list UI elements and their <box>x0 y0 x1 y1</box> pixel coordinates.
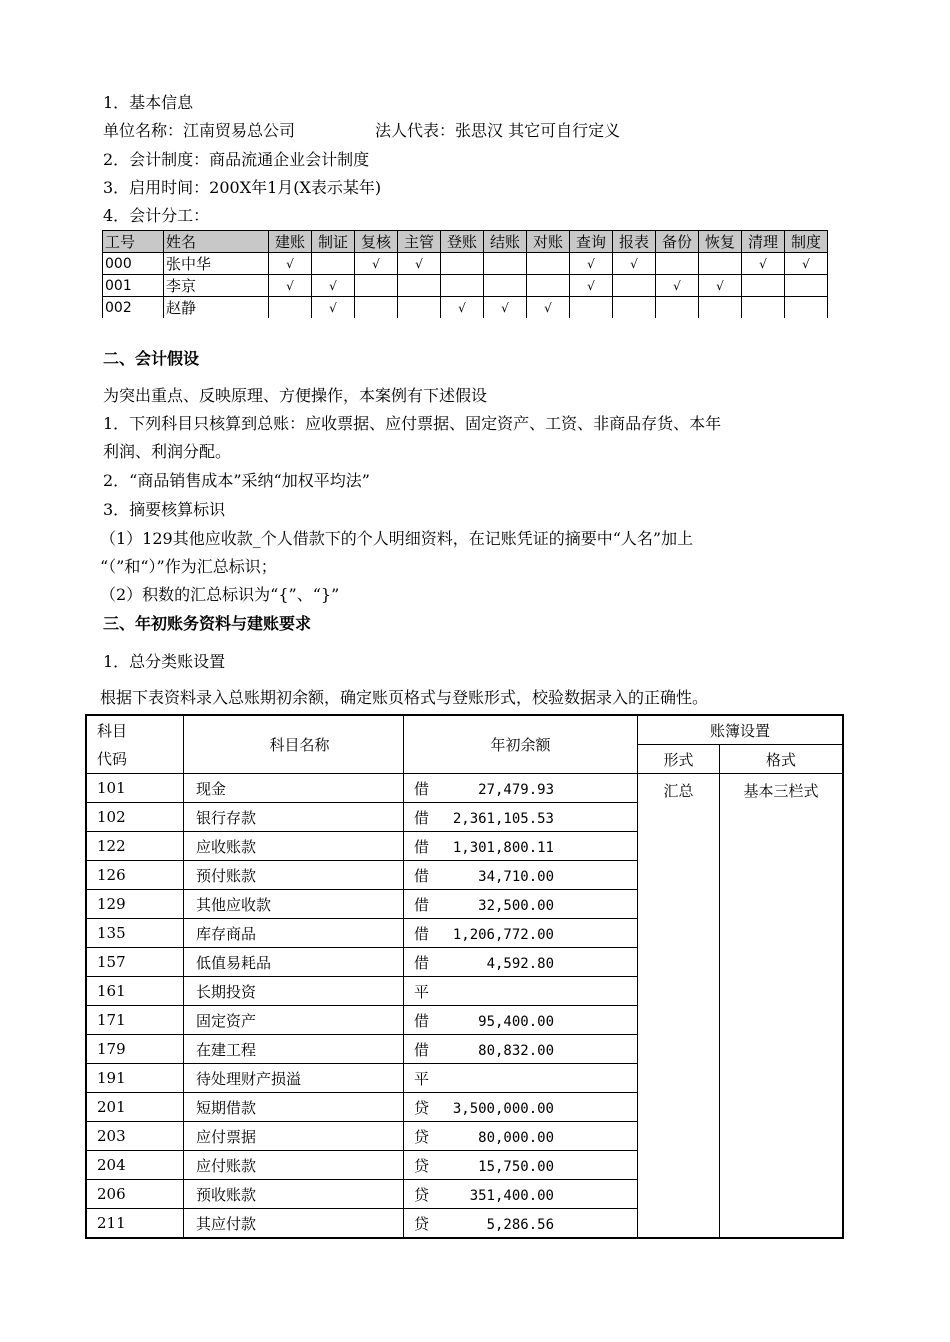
opening-balance <box>404 1035 638 1064</box>
staff-name: 李京 <box>164 275 269 297</box>
staff-header-cell: 复核 <box>355 231 398 253</box>
balance-direction: 借 <box>414 1040 430 1059</box>
staff-permission-cell <box>699 297 742 319</box>
staff-header-cell: 恢复 <box>699 231 742 253</box>
account-code: 135 <box>86 919 184 948</box>
staff-permission-cell <box>355 297 398 319</box>
balance-amount: 2,361,105.53 <box>452 810 554 827</box>
legal-rep: 法人代表：张思汉 其它可自行定义 <box>375 121 621 140</box>
staff-permission-cell: √ <box>570 253 613 275</box>
balance-amount: 15,750.00 <box>478 1158 554 1175</box>
staff-header-cell: 备份 <box>656 231 699 253</box>
accounting-system: 2．会计制度：商品流通企业会计制度 <box>103 150 370 169</box>
opening-balance <box>404 948 638 977</box>
balance-direction: 平 <box>414 982 430 1001</box>
balance-direction: 贷 <box>414 1127 430 1146</box>
staff-permission-cell <box>312 253 355 275</box>
account-code: 161 <box>86 977 184 1006</box>
staff-permission-cell <box>484 275 527 297</box>
balance-amount: 1,206,772.00 <box>452 926 554 943</box>
staff-permission-cell: √ <box>441 297 484 319</box>
staff-header-cell: 查询 <box>570 231 613 253</box>
staff-header-cell: 主管 <box>398 231 441 253</box>
account-name: 其他应收款 <box>184 890 404 919</box>
staff-permission-cell: √ <box>656 275 699 297</box>
staff-id: 000 <box>103 253 164 275</box>
balance-amount: 80,832.00 <box>478 1042 554 1059</box>
staff-permission-cell <box>527 275 570 297</box>
staff-header-cell: 姓名 <box>164 231 269 253</box>
ledger-setup-heading: 1．总分类账设置 <box>103 652 226 671</box>
account-code: 126 <box>86 861 184 890</box>
staff-row <box>103 253 828 275</box>
staff-permission-cell <box>656 253 699 275</box>
staff-permission-cell <box>699 253 742 275</box>
account-name: 应收账款 <box>184 832 404 861</box>
header-code: 科目 代码 <box>86 715 184 774</box>
opening-balance <box>404 803 638 832</box>
balance-direction: 贷 <box>414 1214 430 1233</box>
balance-direction: 借 <box>414 779 430 798</box>
account-code: 171 <box>86 1006 184 1035</box>
account-code: 179 <box>86 1035 184 1064</box>
account-code: 204 <box>86 1151 184 1180</box>
account-name: 低值易耗品 <box>184 948 404 977</box>
book-format: 基本三栏式 <box>720 774 844 1239</box>
opening-balance <box>404 890 638 919</box>
staff-permission-cell: √ <box>312 297 355 319</box>
staff-permission-cell <box>570 297 613 319</box>
opening-balance <box>404 832 638 861</box>
assumptions-heading: 二、会计假设 <box>103 349 200 368</box>
opening-balance <box>404 1209 638 1239</box>
balance-amount: 32,500.00 <box>478 897 554 914</box>
staff-header-cell: 报表 <box>613 231 656 253</box>
staff-header-row <box>103 231 828 253</box>
assumption-3-1-line2: “（”和“）”作为汇总标识； <box>100 557 277 576</box>
balance-amount: 3,500,000.00 <box>452 1100 554 1117</box>
account-name: 其应付款 <box>184 1209 404 1239</box>
staff-permission-cell: √ <box>699 275 742 297</box>
staff-permission-cell: √ <box>312 275 355 297</box>
opening-balance <box>404 1093 638 1122</box>
staff-permission-cell <box>785 297 828 319</box>
header-form: 形式 <box>638 745 720 774</box>
header-format: 格式 <box>720 745 844 774</box>
opening-balance <box>404 1122 638 1151</box>
opening-balance <box>404 919 638 948</box>
balance-amount: 95,400.00 <box>478 1013 554 1030</box>
staff-row <box>103 275 828 297</box>
header-name: 科目名称 <box>184 715 404 774</box>
account-code: 201 <box>86 1093 184 1122</box>
staff-permission-cell: √ <box>398 253 441 275</box>
assumption-1-line1: 1．下列科目只核算到总账：应收票据、应付票据、固定资产、工资、非商品存货、本年 <box>103 414 722 433</box>
assumption-1-line2: 利润、利润分配。 <box>103 442 232 461</box>
account-name: 银行存款 <box>184 803 404 832</box>
account-name: 预付账款 <box>184 861 404 890</box>
balance-amount: 351,400.00 <box>469 1187 554 1204</box>
staff-permission-cell <box>742 275 785 297</box>
header-book-settings: 账簿设置 <box>638 715 844 745</box>
account-code: 157 <box>86 948 184 977</box>
balance-direction: 借 <box>414 808 430 827</box>
staff-permission-cell <box>613 297 656 319</box>
staff-permission-cell: √ <box>269 275 312 297</box>
account-name: 应付账款 <box>184 1151 404 1180</box>
unit-line <box>103 121 620 141</box>
staff-permission-cell <box>269 297 312 319</box>
balance-amount: 4,592.80 <box>486 955 554 972</box>
account-name: 库存商品 <box>184 919 404 948</box>
staff-permission-cell: √ <box>742 253 785 275</box>
general-ledger-table <box>85 714 844 1239</box>
staff-permission-cell <box>785 275 828 297</box>
opening-balance <box>404 861 638 890</box>
staff-permission-cell <box>484 253 527 275</box>
account-code: 191 <box>86 1064 184 1093</box>
account-name: 应付票据 <box>184 1122 404 1151</box>
header-balance: 年初余额 <box>404 715 638 774</box>
ledger-body <box>86 774 843 1239</box>
account-code: 101 <box>86 774 184 803</box>
book-form: 汇总 <box>638 774 720 1239</box>
staff-header-cell: 清理 <box>742 231 785 253</box>
staff-permission-cell: √ <box>527 297 570 319</box>
account-code: 129 <box>86 890 184 919</box>
staff-permission-cell <box>613 275 656 297</box>
opening-balance <box>404 1151 638 1180</box>
balance-direction: 借 <box>414 953 430 972</box>
ledger-section-heading: 三、年初账务资料与建账要求 <box>103 614 312 633</box>
staff-permission-cell: √ <box>269 253 312 275</box>
account-name: 短期借款 <box>184 1093 404 1122</box>
balance-amount: 34,710.00 <box>478 868 554 885</box>
balance-direction: 借 <box>414 1011 430 1030</box>
staff-header-cell: 制证 <box>312 231 355 253</box>
account-name: 预收账款 <box>184 1180 404 1209</box>
ledger-header-row-1 <box>86 715 843 745</box>
balance-amount: 27,479.93 <box>478 781 554 798</box>
unit-name: 单位名称：江南贸易总公司 <box>103 121 296 140</box>
staff-permission-cell: √ <box>785 253 828 275</box>
start-time: 3．启用时间：200X年1月(X表示某年) <box>103 178 382 197</box>
staff-id: 002 <box>103 297 164 319</box>
account-name: 在建工程 <box>184 1035 404 1064</box>
assumptions-intro: 为突出重点、反映原理、方便操作，本案例有下述假设 <box>103 386 488 405</box>
staff-header-cell: 对账 <box>527 231 570 253</box>
staff-permission-cell <box>441 253 484 275</box>
basic-info-heading: 1．基本信息 <box>103 93 194 112</box>
account-name: 待处理财产损溢 <box>184 1064 404 1093</box>
assumption-2: 2．“商品销售成本”采纳“加权平均法” <box>103 471 370 490</box>
balance-amount: 5,286.56 <box>486 1216 554 1233</box>
opening-balance <box>404 977 638 1006</box>
ledger-row <box>86 774 843 803</box>
ledger-desc: 根据下表资料录入总账期初余额，确定账页格式与登账形式，校验数据录入的正确性。 <box>100 688 709 707</box>
assumption-3-2: （2）积数的汇总标识为“{”、“}” <box>100 585 340 604</box>
staff-header-cell: 制度 <box>785 231 828 253</box>
staff-row <box>103 297 828 319</box>
opening-balance <box>404 774 638 803</box>
staff-name: 张中华 <box>164 253 269 275</box>
division-heading: 4．会计分工： <box>103 206 210 225</box>
assumption-3: 3．摘要核算标识 <box>103 500 226 519</box>
account-code: 211 <box>86 1209 184 1239</box>
account-name: 长期投资 <box>184 977 404 1006</box>
balance-direction: 贷 <box>414 1098 430 1117</box>
balance-amount: 1,301,800.11 <box>452 839 554 856</box>
staff-permission-cell <box>398 297 441 319</box>
balance-direction: 借 <box>414 866 430 885</box>
staff-permission-cell <box>527 253 570 275</box>
account-code: 102 <box>86 803 184 832</box>
account-code: 206 <box>86 1180 184 1209</box>
balance-direction: 贷 <box>414 1185 430 1204</box>
staff-id: 001 <box>103 275 164 297</box>
balance-direction: 借 <box>414 837 430 856</box>
opening-balance <box>404 1006 638 1035</box>
staff-permission-cell <box>355 275 398 297</box>
staff-permission-cell: √ <box>484 297 527 319</box>
balance-direction: 平 <box>414 1069 430 1088</box>
staff-header-cell: 建账 <box>269 231 312 253</box>
balance-amount: 80,000.00 <box>478 1129 554 1146</box>
opening-balance <box>404 1180 638 1209</box>
balance-direction: 借 <box>414 924 430 943</box>
account-name: 固定资产 <box>184 1006 404 1035</box>
balance-direction: 借 <box>414 895 430 914</box>
account-name: 现金 <box>184 774 404 803</box>
account-code: 122 <box>86 832 184 861</box>
staff-division-table <box>102 230 828 318</box>
staff-header-cell: 结账 <box>484 231 527 253</box>
balance-direction: 贷 <box>414 1156 430 1175</box>
staff-header-cell: 工号 <box>103 231 164 253</box>
staff-permission-cell <box>656 297 699 319</box>
staff-permission-cell: √ <box>570 275 613 297</box>
staff-permission-cell <box>441 275 484 297</box>
staff-body <box>103 253 828 319</box>
staff-name: 赵静 <box>164 297 269 319</box>
staff-permission-cell: √ <box>355 253 398 275</box>
staff-permission-cell <box>398 275 441 297</box>
staff-permission-cell <box>742 297 785 319</box>
staff-permission-cell: √ <box>613 253 656 275</box>
staff-header-cell: 登账 <box>441 231 484 253</box>
opening-balance <box>404 1064 638 1093</box>
assumption-3-1-line1: （1）129其他应收款_个人借款下的个人明细资料，在记账凭证的摘要中“人名”加上 <box>100 529 694 548</box>
account-code: 203 <box>86 1122 184 1151</box>
